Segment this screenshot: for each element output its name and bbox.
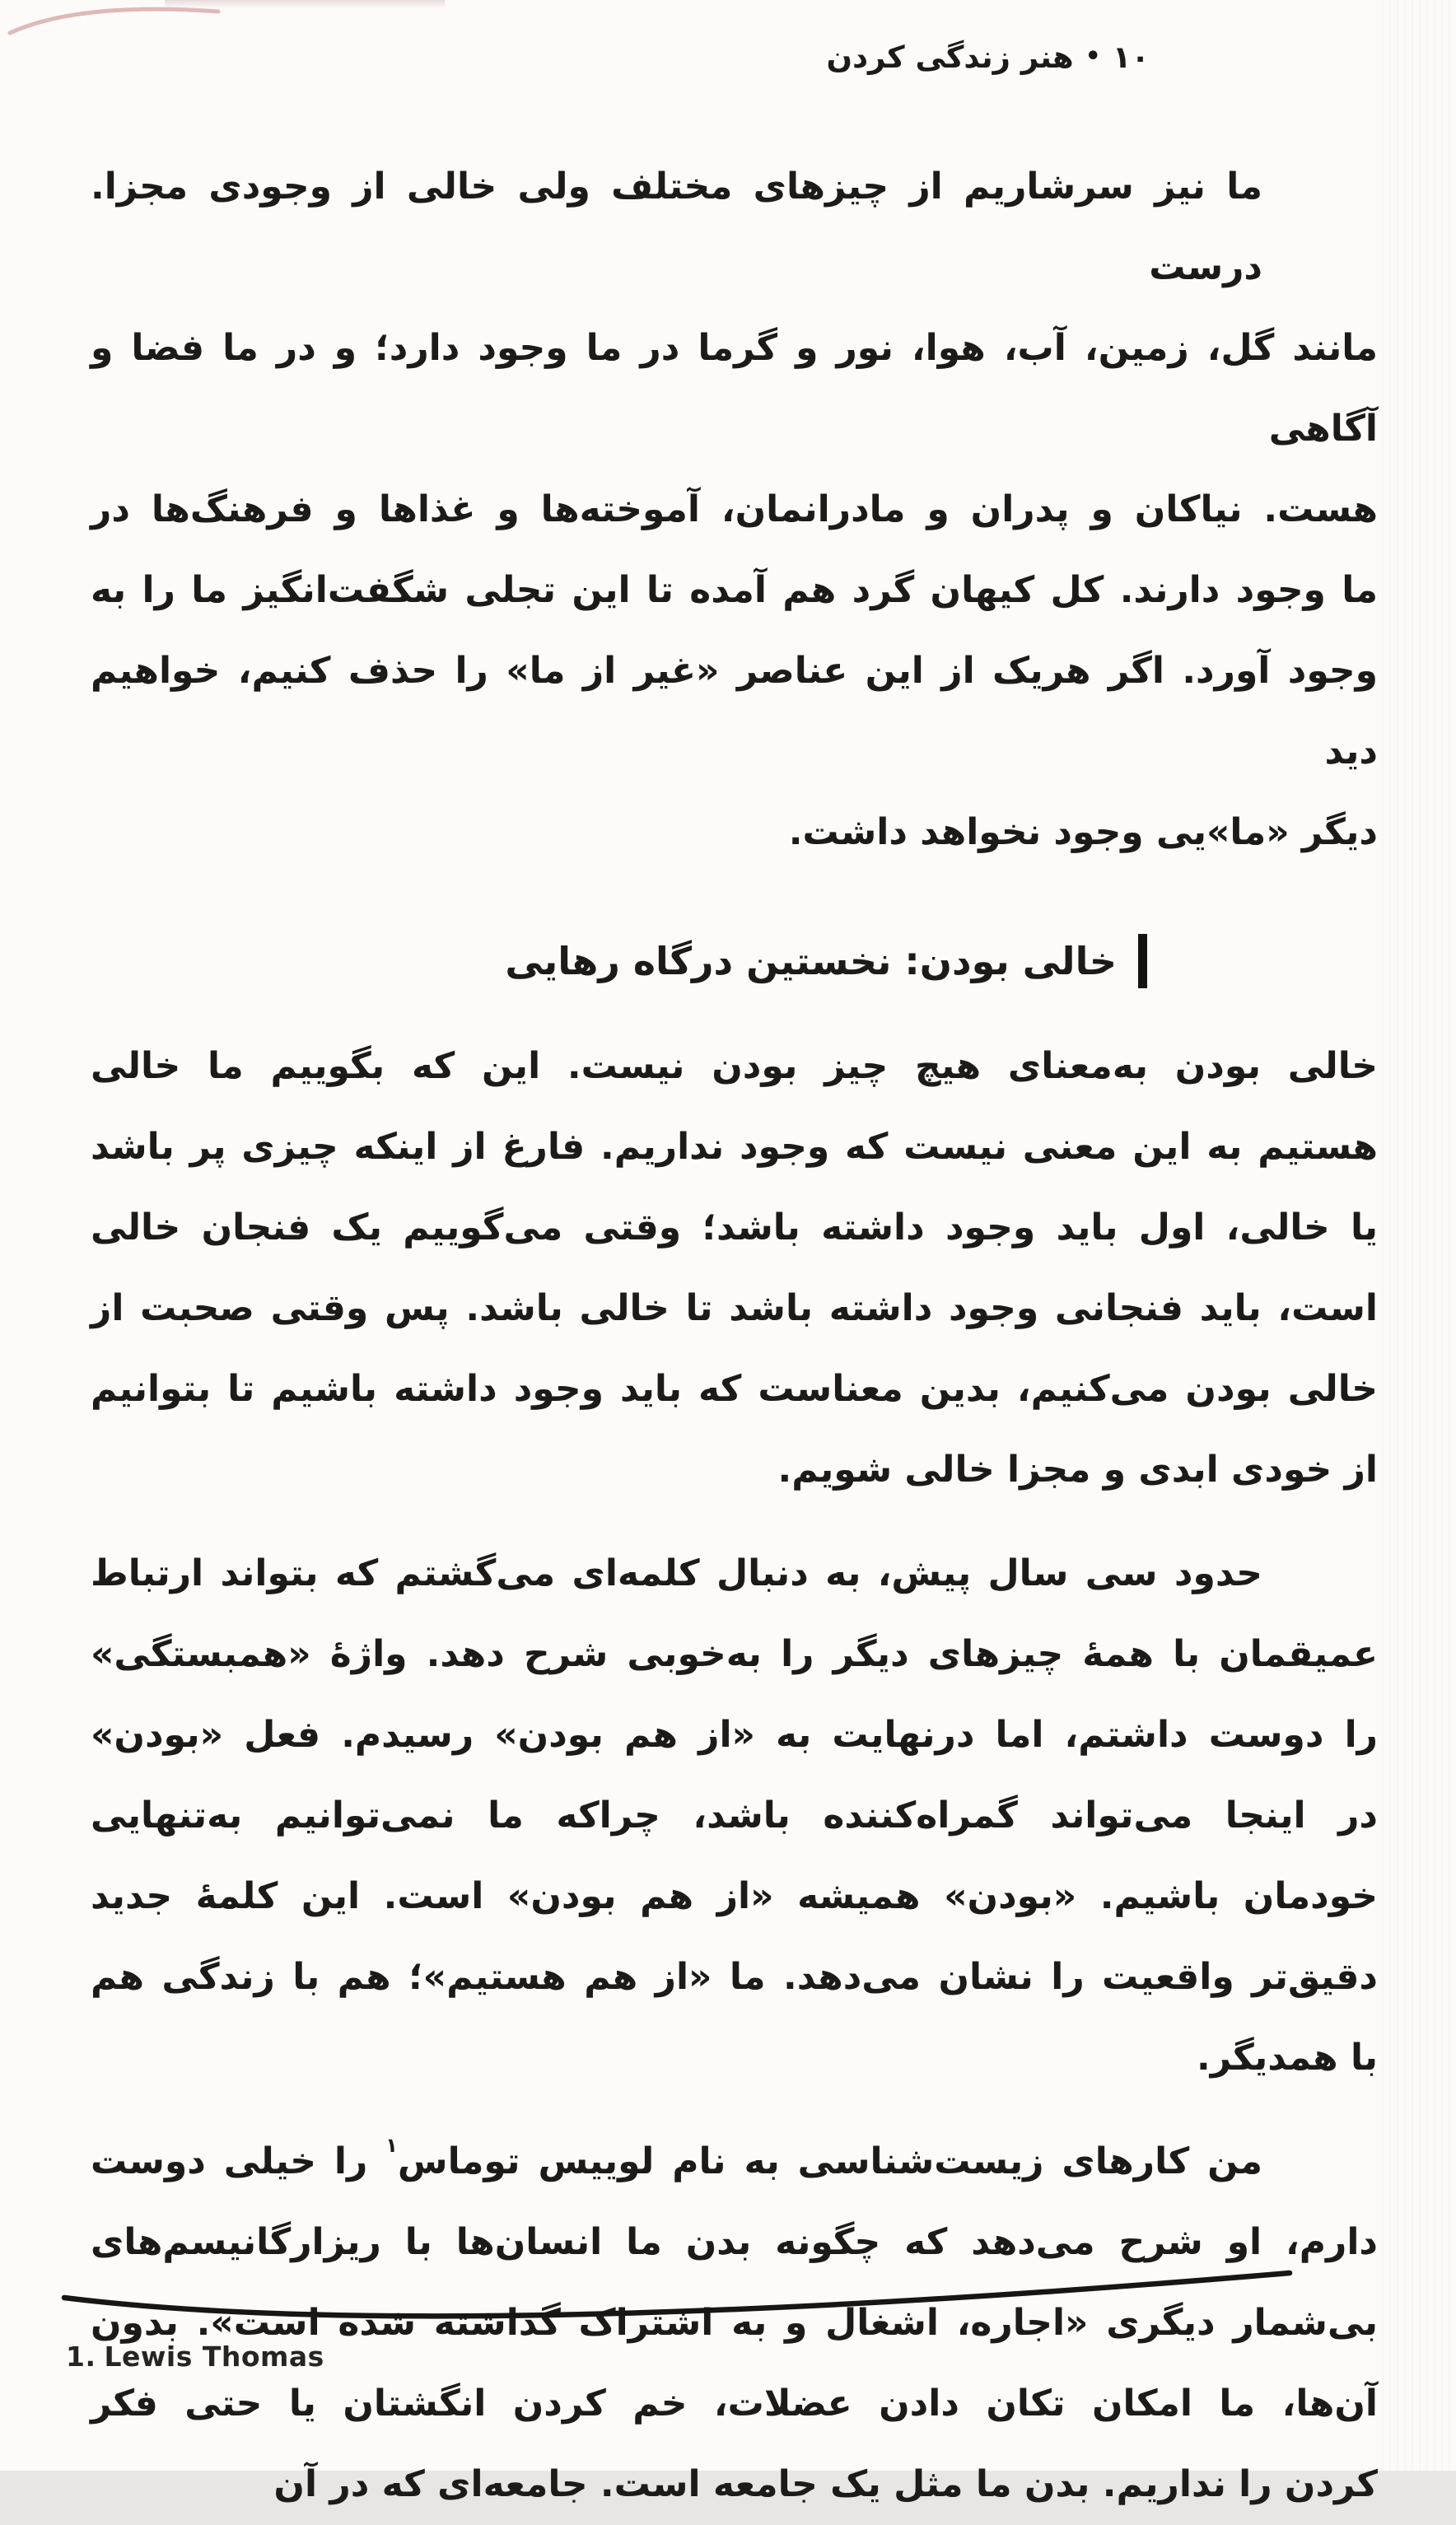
section-heading	[91, 921, 1378, 1001]
footnote-ref: ۱	[385, 2134, 398, 2157]
text-line: بی‌شمار دیگری «اجاره، اشغال و به اشتراک گذاشته شده است». بدون	[91, 2302, 1378, 2344]
heading-marker-bar	[1138, 934, 1147, 988]
paragraph-1	[91, 147, 1378, 873]
scan-artifact-smudge	[165, 0, 445, 8]
text-line: وجود آورد. اگر هریک از این عناصر «غیر از ما» را حذف کنیم، خواهیم دید	[91, 650, 1378, 772]
paragraph-3	[91, 1533, 1378, 2098]
text-line: دارم، او شرح می‌دهد که چگونه بدن ما انسان‌ها با ریزارگانیسم‌های	[91, 2221, 1378, 2263]
text-line: است، باید فنجانی وجود داشته باشد تا خالی باشد. پس وقتی صحبت از	[91, 1287, 1378, 1329]
text-line: از خودی ابدی و مجزا خالی شویم.	[777, 1449, 1378, 1491]
text-line: خالی بودن می‌کنیم، بدین معناست که باید وجود داشته باشیم تا بتوانیم	[91, 1368, 1378, 1410]
footnote-text: Lewis Thomas	[104, 2341, 324, 2373]
scan-artifact-red-arc	[0, 0, 222, 49]
text-line: عمیقمان با همهٔ چیزهای دیگر را به‌خوبی شرح دهد. واژهٔ «همبستگی»	[91, 1633, 1378, 1675]
text-line: کردن را نداریم. بدن ما مثل یک جامعه است. جامعه‌ای که در آن	[273, 2463, 1378, 2505]
text-column	[91, 147, 1378, 2525]
text-line: ما وجود دارند. کل کیهان گرد هم آمده تا این تجلی شگفت‌انگیز ما را به	[91, 569, 1378, 611]
scan-edge-streaks	[1382, 0, 1456, 2471]
text-line: آن‌ها، ما امکان تکان دادن عضلات، خم کردن انگشتان یا حتی فکر	[91, 2383, 1378, 2425]
footnote	[66, 2341, 324, 2373]
header-bullet-separator: •	[1085, 42, 1101, 71]
paragraph-2	[91, 1026, 1378, 1510]
text-line: در اینجا می‌تواند گمراه‌کننده باشد، چراکه ما نمی‌توانیم به‌تنهایی	[91, 1795, 1378, 1837]
text-line: خالی بودن به‌معنای هیچ چیز بودن نیست. این که بگوییم ما خالی	[91, 1045, 1378, 1087]
text-line: من کارهای زیست‌شناسی به نام لوییس توماس$^۱$ را خیلی دوست	[91, 2134, 1263, 2182]
footnote-marker: 1.	[66, 2341, 96, 2373]
section-heading-text: خالی بودن: نخستین درگاه رهایی	[505, 939, 1117, 983]
text-line: با همدیگر.	[1197, 2037, 1378, 2079]
text-line: یا خالی، اول باید وجود داشته باشد؛ وقتی می‌گوییم یک فنجان خالی	[91, 1206, 1378, 1248]
paragraph-4	[91, 2121, 1378, 2525]
page-number: ۱۰	[1112, 40, 1150, 75]
book-title: هنر زندگی کردن	[826, 40, 1074, 75]
text-line: ما نیز سرشاریم از چیزهای مختلف ولی خالی از وجودی مجزا. درست	[91, 166, 1262, 288]
text-line: حدود سی سال پیش، به دنبال کلمه‌ای می‌گشتم که بتواند ارتباط	[91, 1552, 1262, 1594]
text-line: خودمان باشیم. «بودن» همیشه «از هم بودن» است. این کلمهٔ جدید	[91, 1875, 1378, 1917]
text-line: مانند گل، زمین، آب، هوا، نور و گرما در ما وجود دارد؛ و در ما فضا و آگاهی	[91, 327, 1378, 450]
running-head	[826, 40, 1150, 75]
text-line: هست. نیاکان و پدران و مادرانمان، آموخته‌ها و غذاها و فرهنگ‌ها در	[91, 488, 1378, 530]
text-line: هستیم به این معنی نیست که وجود نداریم. فارغ از اینکه چیزی پر باشد	[91, 1126, 1378, 1168]
text-line: را دوست داشتم، اما درنهایت به «از هم بودن» رسیدم. فعل «بودن»	[91, 1714, 1378, 1756]
text-line: دقیق‌تر واقعیت را نشان می‌دهد. ما «از هم هستیم»؛ هم با زندگی هم	[91, 1956, 1378, 1998]
text-line: دیگر «ما»یی وجود نخواهد داشت.	[788, 811, 1378, 853]
